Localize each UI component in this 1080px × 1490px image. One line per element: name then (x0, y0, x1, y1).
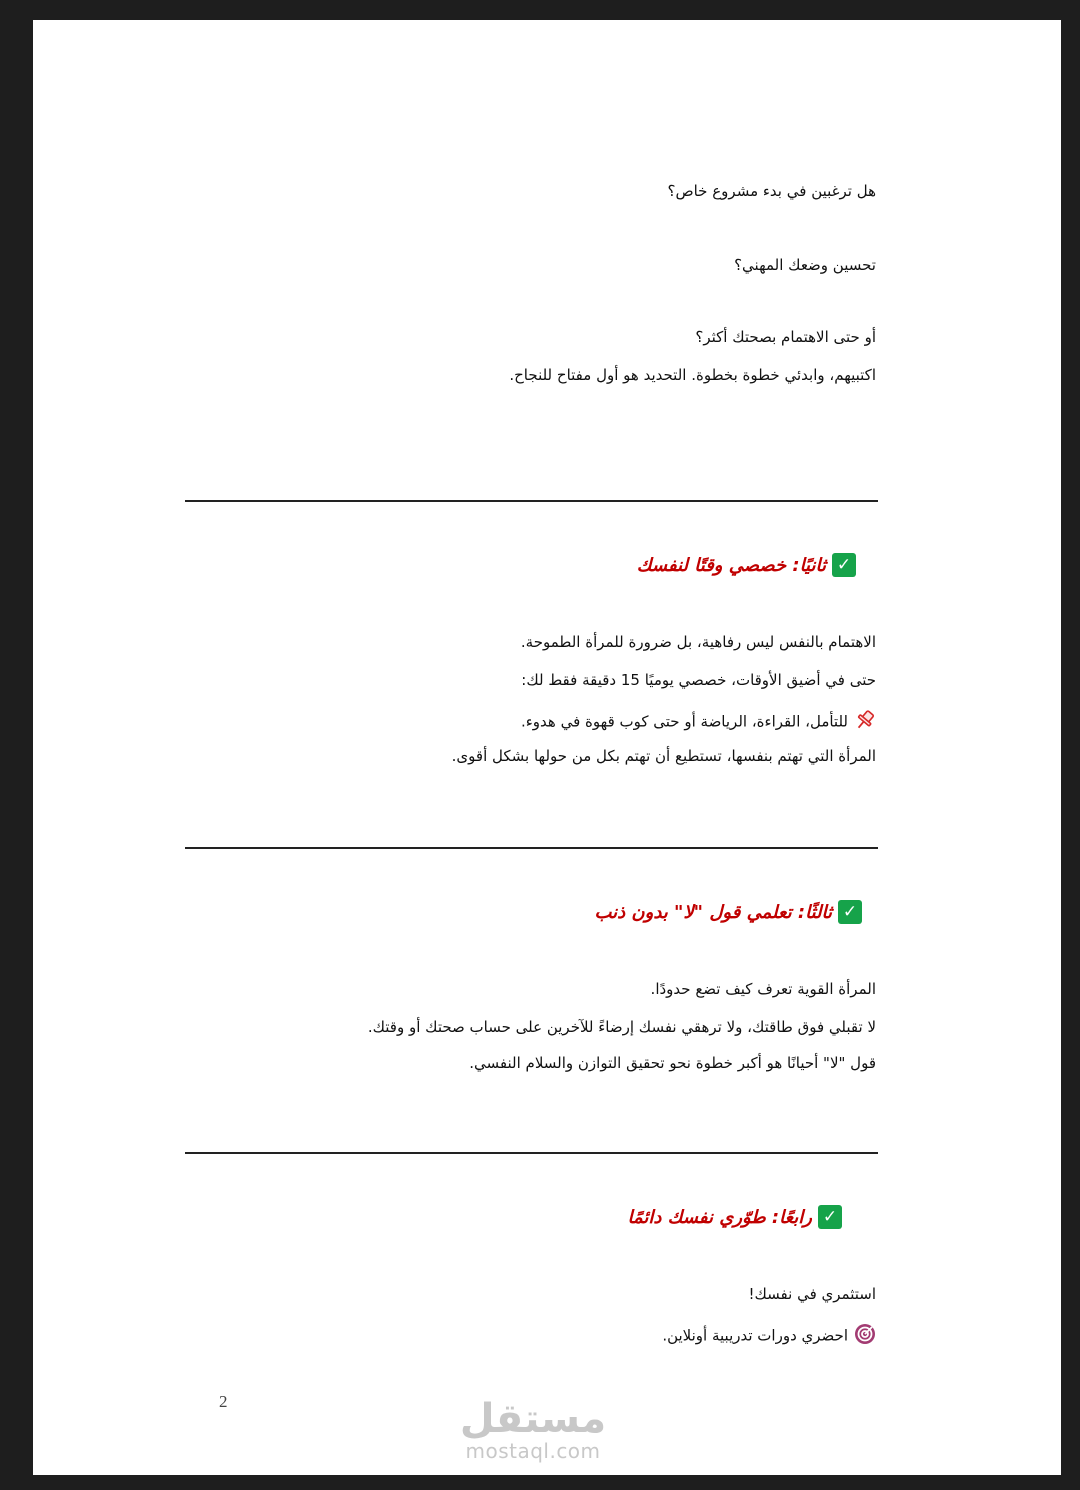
check-mark-icon: ✓ (838, 900, 862, 924)
section-3-line-1: المرأة القوية تعرف كيف تضع حدودًا. (650, 980, 876, 998)
pushpin-icon (854, 709, 876, 735)
section-divider (185, 1152, 878, 1154)
section-2-line-3-text: للتأمل، القراءة، الرياضة أو حتى كوب قهوة في هدوء. (520, 712, 848, 731)
watermark-arabic: مستقل (459, 1396, 607, 1442)
section-heading-text: رابعًا: طوّري نفسك دائمًا (627, 1206, 812, 1228)
section-4-line-2-text: احضري دورات تدريبية أونلاين. (662, 1326, 848, 1345)
page-number: 2 (219, 1392, 228, 1411)
section-divider (185, 847, 878, 849)
section-2-line-4: المرأة التي تهتم بنفسها، تستطيع أن تهتم بكل من حولها بشكل أقوى. (451, 747, 876, 765)
section-3-line-2: لا تقبلي فوق طاقتك، ولا ترهقي نفسك إرضاءً للآخرين على حساب صحتك أو وقتك. (367, 1018, 876, 1036)
section-heading-text: ثانيًا: خصصي وقتًا لنفسك (636, 554, 826, 576)
section-heading-4 (627, 1205, 842, 1229)
section-4-line-2 (662, 1323, 876, 1349)
intro-line-1: هل ترغبين في بدء مشروع خاص؟ (667, 182, 876, 200)
target-icon (854, 1323, 876, 1349)
section-2-line-1: الاهتمام بالنفس ليس رفاهية، بل ضرورة للمرأة الطموحة. (520, 633, 876, 651)
intro-line-3: أو حتى الاهتمام بصحتك أكثر؟ (695, 328, 876, 346)
check-mark-icon: ✓ (832, 553, 856, 577)
section-2-line-3 (521, 709, 876, 735)
check-mark-icon: ✓ (818, 1205, 842, 1229)
section-heading-3 (594, 900, 862, 924)
section-divider (185, 500, 878, 502)
section-heading-text: ثالثًا: تعلمي قول "لا" بدون ذنب (594, 901, 832, 923)
section-3-line-3: قول "لا" أحيانًا هو أكبر خطوة نحو تحقيق التوازن والسلام النفسي. (469, 1054, 876, 1072)
document-page (33, 20, 1061, 1475)
watermark-url: mostaql.com (465, 1439, 601, 1463)
intro-line-2: تحسين وضعك المهني؟ (734, 256, 876, 274)
intro-line-4: اكتبيهم، وابدئي خطوة بخطوة. التحديد هو أول مفتاح للنجاح. (509, 366, 876, 384)
watermark-logo (453, 1398, 613, 1462)
section-heading-2 (637, 553, 856, 577)
section-4-line-1: استثمري في نفسك! (748, 1285, 876, 1303)
section-2-line-2: حتى في أضيق الأوقات، خصصي يوميًا 15 دقيقة فقط لك: (521, 671, 876, 689)
